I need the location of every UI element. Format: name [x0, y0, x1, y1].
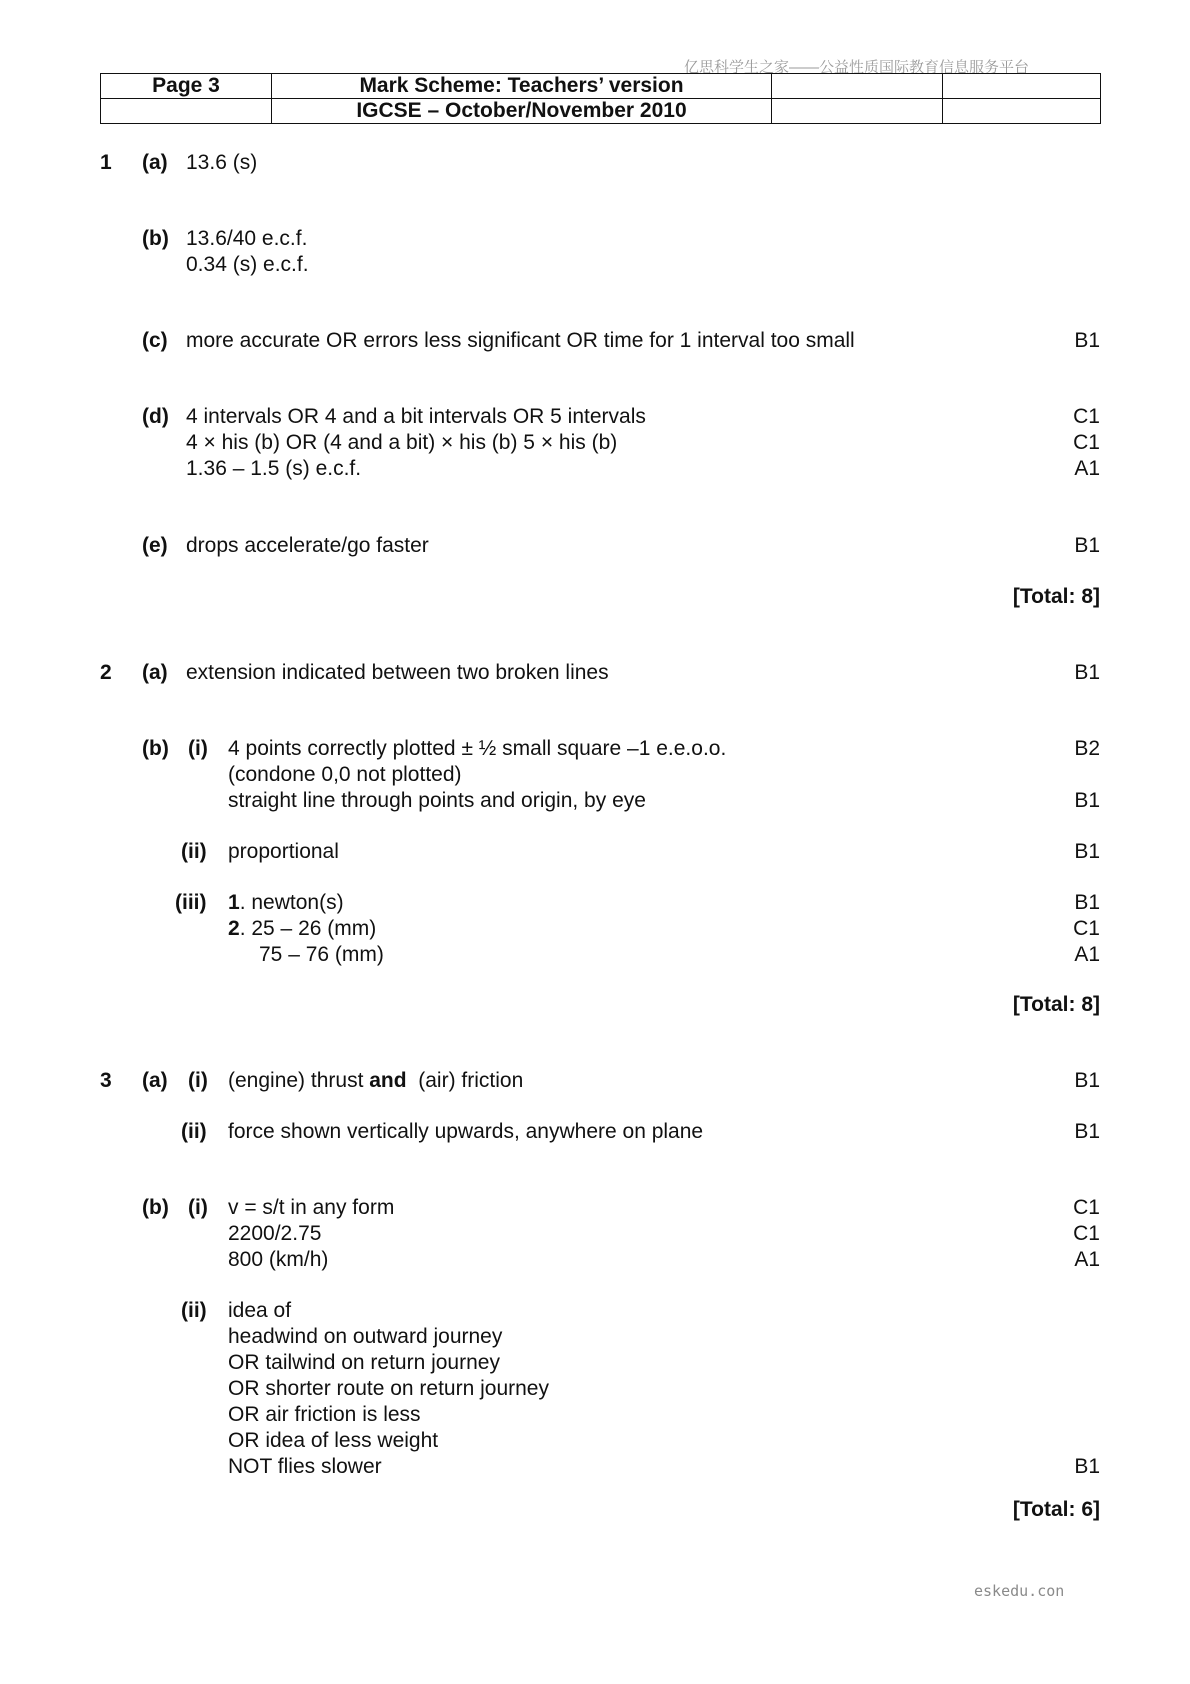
mark: B1 — [1074, 534, 1100, 557]
question-number: 2 — [100, 661, 112, 684]
answer-text: NOT flies slower — [228, 1455, 382, 1478]
answer-text: 13.6 (s) — [186, 151, 258, 174]
header-table — [100, 73, 1101, 124]
mark: B1 — [1074, 891, 1100, 914]
mark: C1 — [1073, 917, 1100, 940]
header-empty-cell — [101, 99, 272, 124]
mark: C1 — [1073, 431, 1100, 454]
subpart-label: (i) — [188, 1196, 208, 1219]
header-paper — [943, 74, 1101, 99]
part-label: (a) — [142, 1069, 168, 1092]
answer-text: idea of — [228, 1299, 292, 1322]
watermark-bottom: eskedu.con — [974, 1582, 1065, 1600]
part-label: (c) — [142, 329, 168, 352]
subpart-label: (ii) — [181, 1299, 207, 1322]
answer-text: more accurate OR errors less significant OR time for 1 interval too small — [186, 329, 855, 352]
answer-text: OR air friction is less — [228, 1403, 421, 1426]
mark: B1 — [1074, 1455, 1100, 1478]
answer-text — [228, 890, 344, 916]
total-marks: [Total: 8] — [1012, 993, 1100, 1016]
item-number: 1 — [228, 891, 240, 914]
answer-text — [228, 916, 376, 942]
header-page: Page 3 — [101, 74, 272, 99]
part-label: (d) — [142, 405, 169, 428]
subpart-label: (ii) — [181, 1120, 207, 1143]
answer-emphasis: and — [369, 1069, 407, 1092]
mark: C1 — [1073, 405, 1100, 428]
header-empty-cell — [943, 99, 1101, 124]
mark: B1 — [1074, 1120, 1100, 1143]
header-syllabus — [772, 74, 943, 99]
answer-text: proportional — [228, 840, 339, 863]
answer-text: 0.34 (s) e.c.f. — [186, 253, 309, 276]
answer-text: 1.36 – 1.5 (s) e.c.f. — [186, 457, 362, 480]
part-label: (b) — [142, 737, 169, 760]
part-label: (b) — [142, 227, 169, 250]
answer-text: OR tailwind on return journey — [228, 1351, 500, 1374]
watermark-top: 亿思科学生之家——公益性质国际教育信息服务平台 — [684, 59, 1030, 76]
subpart-label: (i) — [188, 1069, 208, 1092]
part-label: (b) — [142, 1196, 169, 1219]
header-empty-cell — [772, 99, 943, 124]
header-title: Mark Scheme: Teachers’ version — [272, 74, 772, 99]
answer-text: OR idea of less weight — [228, 1429, 439, 1452]
answer-segment: (engine) thrust — [228, 1069, 370, 1092]
item-number: 2 — [228, 917, 240, 940]
answer-text: 4 points correctly plotted ± ½ small square –1 e.e.o.o. — [228, 737, 727, 760]
answer-text: force shown vertically upwards, anywhere on plane — [228, 1120, 704, 1143]
answer-text: headwind on outward journey — [228, 1325, 503, 1348]
mark: B1 — [1074, 1069, 1100, 1092]
mark: A1 — [1074, 457, 1100, 480]
answer-text: (condone 0,0 not plotted) — [228, 763, 462, 786]
answer-text: 13.6/40 e.c.f. — [186, 227, 308, 250]
answer-text: extension indicated between two broken lines — [186, 661, 609, 684]
answer-text: 800 (km/h) — [228, 1248, 329, 1271]
answer-text: v = s/t in any form — [228, 1196, 395, 1219]
answer-text: 4 intervals OR 4 and a bit intervals OR 5 intervals — [186, 405, 646, 428]
mark: B2 — [1074, 737, 1100, 760]
question-number: 3 — [100, 1069, 112, 1092]
subpart-label: (i) — [188, 737, 208, 760]
answer-text: 75 – 76 (mm) — [259, 943, 384, 966]
mark: B1 — [1074, 789, 1100, 812]
mark: B1 — [1074, 329, 1100, 352]
answer-text: OR shorter route on return journey — [228, 1377, 549, 1400]
answer-text: drops accelerate/go faster — [186, 534, 429, 557]
mark: A1 — [1074, 943, 1100, 966]
header-subtitle: IGCSE – October/November 2010 — [272, 99, 772, 124]
question-number: 1 — [100, 151, 112, 174]
answer-text: 2200/2.75 — [228, 1222, 322, 1245]
total-marks: [Total: 6] — [1012, 1498, 1100, 1521]
part-label: (e) — [142, 534, 168, 557]
answer-segment: (air) friction — [406, 1069, 524, 1092]
item-text: . newton(s) — [239, 891, 344, 914]
subpart-label: (ii) — [181, 840, 207, 863]
item-text: . 25 – 26 (mm) — [239, 917, 377, 940]
part-label: (a) — [142, 151, 168, 174]
mark: C1 — [1073, 1196, 1100, 1219]
part-label: (a) — [142, 661, 168, 684]
subpart-label: (iii) — [175, 891, 207, 914]
mark: C1 — [1073, 1222, 1100, 1245]
mark: B1 — [1074, 661, 1100, 684]
answer-text: 4 × his (b) OR (4 and a bit) × his (b) 5 × his (b) — [186, 431, 618, 454]
answer-text: straight line through points and origin, by eye — [228, 789, 646, 812]
mark: A1 — [1074, 1248, 1100, 1271]
answer-text — [228, 1068, 523, 1094]
mark: B1 — [1074, 840, 1100, 863]
total-marks: [Total: 8] — [1012, 585, 1100, 608]
